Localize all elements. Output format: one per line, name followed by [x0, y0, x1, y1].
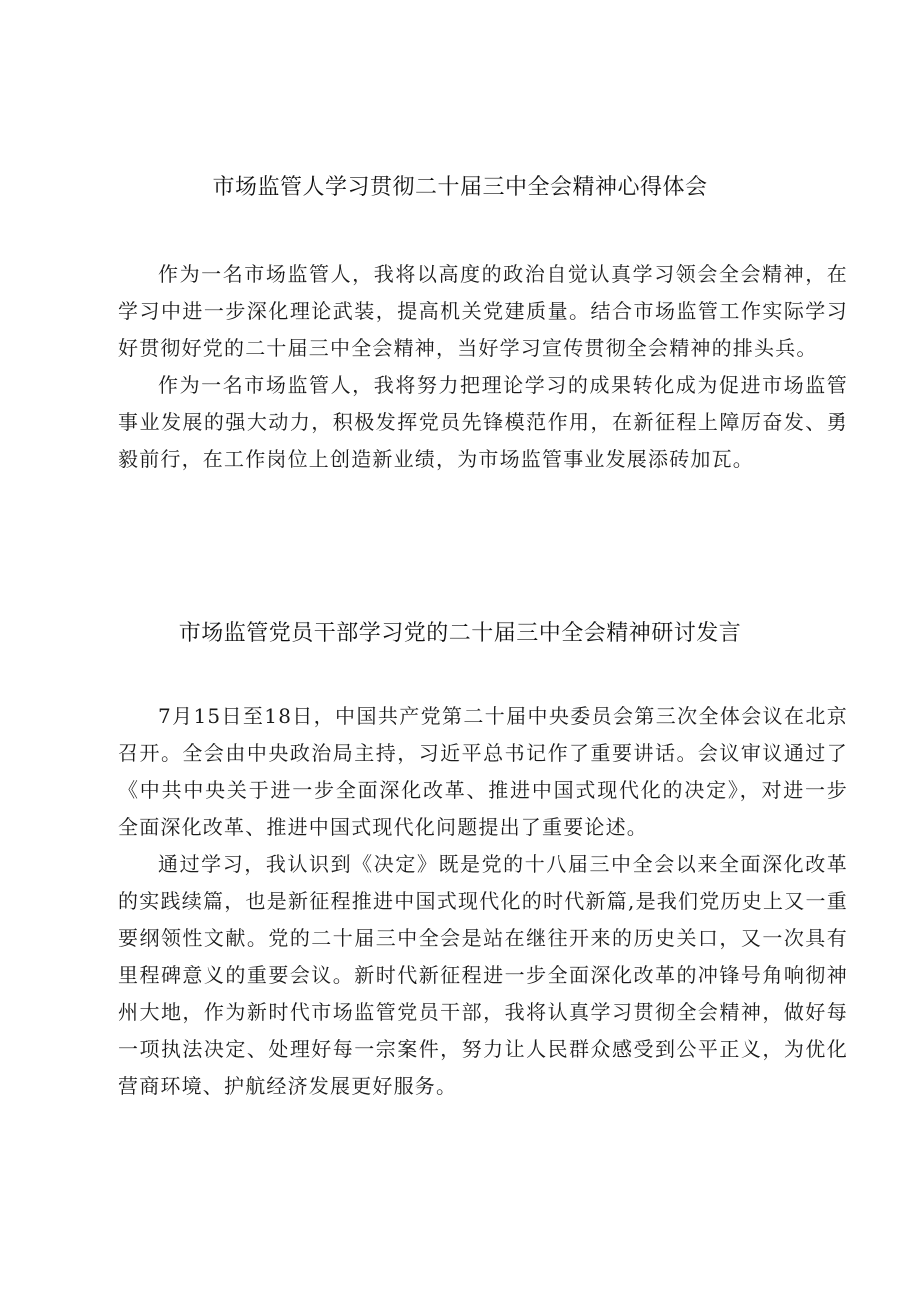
- section-1-title: 市场监管人学习贯彻二十届三中全会精神心得体会: [212, 175, 708, 200]
- section-1-paragraph-2: 作为一名市场监管人，我将努力把理论学习的成果转化成为促进市场监管事业发展的强大动力，积极发挥党员先锋模范作用，在新征程上障厉奋发、勇毅前行，在工作岗位上创造新业绩，为市场监管事业发展添砖加瓦。: [118, 373, 848, 471]
- section-1-paragraph-1: 作为一名市场监管人，我将以高度的政治自觉认真学习领会全会精神，在学习中进一步深化理论武装，提高机关党建质量。结合市场监管工作实际学习好贯彻好党的二十届三中全会精神，当好学习宣传贯彻全会精神的排头兵。: [118, 262, 848, 360]
- section-2-paragraph-2: 通过学习，我认识到《决定》既是党的十八届三中全会以来全面深化改革的实践续篇，也是新征程推进中国式现代化的时代新篇,是我们党历史上又一重要纲领性文献。党的二十届三中全会是站在继往开来的历史关口，又一次具有里程碑意义的重要会议。新时代新征程进一步全面深化改革的冲锋号角响彻神州大地，作为新时代市场监管党员干部，我将认真学习贯彻全会精神，做好每一项执法决定、处理好每一宗案件，努力让人民群众感受到公平正义，为优化营商环境、护航经济发展更好服务。: [118, 852, 848, 1098]
- section-2-paragraph-1: 7月15日至18日，中国共产党第二十届中央委员会第三次全体会议在北京召开。全会由中央政治局主持，习近平总书记作了重要讲话。会议审议通过了《中共中央关于进一步全面深化改革、推进中国式现代化的决定》，对进一步全面深化改革、推进中国式现代化问题提出了重要论述。: [118, 704, 848, 839]
- section-2-title: 市场监管党员干部学习党的二十届三中全会精神研讨发言: [178, 621, 742, 646]
- section-2-body: [118, 698, 848, 1105]
- section-1-body: [118, 256, 848, 478]
